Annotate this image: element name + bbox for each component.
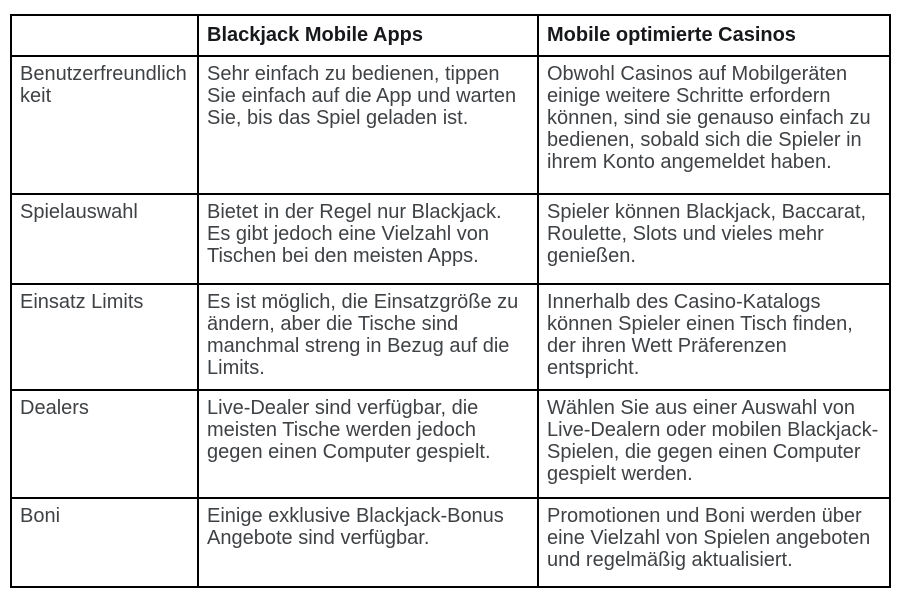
row-label: Dealers bbox=[11, 390, 198, 498]
row-label: Benutzerfreundlichkeit bbox=[11, 56, 198, 194]
row-label: Boni bbox=[11, 498, 198, 587]
cell-casinos: Obwohl Casinos auf Mobilgeräten einige weitere Schritte erfordern können, sind sie genauso einfach zu bedienen, sobald sich die Spieler in ihrem Konto angemeldet haben. bbox=[538, 56, 890, 194]
cell-casinos: Spieler können Blackjack, Baccarat, Roulette, Slots und vieles mehr genießen. bbox=[538, 194, 890, 284]
comparison-table bbox=[10, 14, 891, 588]
table-row-benutzerfreundlichkeit bbox=[11, 56, 890, 194]
cell-apps: Live-Dealer sind verfügbar, die meisten Tische werden jedoch gegen einen Computer gespielt. bbox=[198, 390, 538, 498]
cell-apps: Sehr einfach zu bedienen, tippen Sie einfach auf die App und warten Sie, bis das Spiel geladen ist. bbox=[198, 56, 538, 194]
row-label: Spielauswahl bbox=[11, 194, 198, 284]
cell-apps: Einige exklusive Blackjack-Bonus Angebote sind verfügbar. bbox=[198, 498, 538, 587]
header-empty-cell bbox=[11, 15, 198, 56]
row-label: Einsatz Limits bbox=[11, 284, 198, 390]
cell-casinos: Innerhalb des Casino-Katalogs können Spieler einen Tisch finden, der ihren Wett Präferenzen entspricht. bbox=[538, 284, 890, 390]
table-row-boni bbox=[11, 498, 890, 587]
header-blackjack-mobile-apps: Blackjack Mobile Apps bbox=[198, 15, 538, 56]
header-mobile-optimierte-casinos: Mobile optimierte Casinos bbox=[538, 15, 890, 56]
cell-apps: Es ist möglich, die Einsatzgröße zu ändern, aber die Tische sind manchmal streng in Bezug auf die Limits. bbox=[198, 284, 538, 390]
header-row bbox=[11, 15, 890, 56]
table-row-spielauswahl bbox=[11, 194, 890, 284]
cell-apps: Bietet in der Regel nur Blackjack. Es gibt jedoch eine Vielzahl von Tischen bei den meisten Apps. bbox=[198, 194, 538, 284]
cell-casinos: Wählen Sie aus einer Auswahl von Live-Dealern oder mobilen Blackjack-Spielen, die gegen einen Computer gespielt werden. bbox=[538, 390, 890, 498]
table-row-dealers bbox=[11, 390, 890, 498]
cell-casinos: Promotionen und Boni werden über eine Vielzahl von Spielen angeboten und regelmäßig aktualisiert. bbox=[538, 498, 890, 587]
table-row-einsatz-limits bbox=[11, 284, 890, 390]
